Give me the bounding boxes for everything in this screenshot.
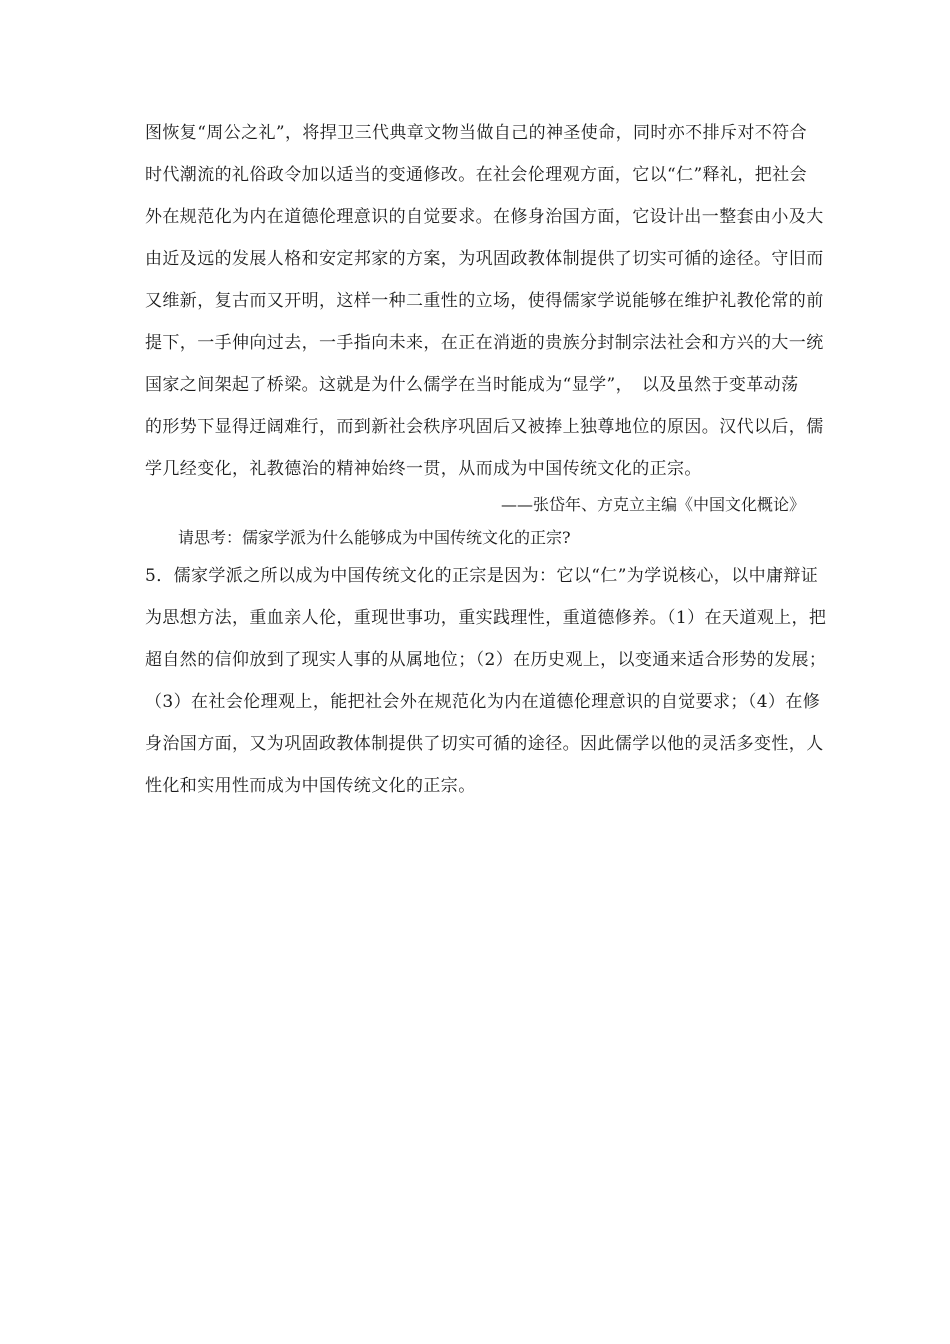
- question-prompt: 请思考：儒家学派为什么能够成为中国传统文化的正宗?: [178, 528, 571, 547]
- answer-line: 身治国方面，又为巩固政教体制提供了切实可循的途径。因此儒学以他的灵活多变性，人: [145, 734, 824, 754]
- answer-line: （3）在社会伦理观上，能把社会外在规范化为内在道德伦理意识的自觉要求；（4）在修: [145, 692, 821, 712]
- passage-line: 外在规范化为内在道德伦理意识的自觉要求。在修身治国方面，它设计出一整套由小及大: [145, 207, 824, 227]
- answer-line: 5．儒家学派之所以成为中国传统文化的正宗是因为：它以“仁”为学说核心，以中庸辩证: [145, 566, 819, 586]
- passage-line: 时代潮流的礼俗政令加以适当的变通修改。在社会伦理观方面，它以“仁”释礼，把社会: [145, 165, 807, 185]
- answer-line: 性化和实用性而成为中国传统文化的正宗。: [145, 776, 476, 796]
- passage-source: ——张岱年、方克立主编《中国文化概论》: [500, 495, 805, 514]
- answer-line: 超自然的信仰放到了现实人事的从属地位；（2）在历史观上，以变通来适合形势的发展；: [145, 650, 827, 670]
- passage-line: 的形势下显得迂阔难行，而到新社会秩序巩固后又被捧上独尊地位的原因。汉代以后，儒: [145, 417, 824, 437]
- passage-line: 由近及远的发展人格和安定邦家的方案，为巩固政教体制提供了切实可循的途径。守旧而: [145, 249, 824, 269]
- passage-line: 提下，一手伸向过去，一手指向未来，在正在消逝的贵族分封制宗法社会和方兴的大一统: [145, 333, 824, 353]
- passage-line: 国家之间架起了桥梁。这就是为什么儒学在当时能成为“显学”， 以及虽然于变革动荡: [145, 375, 799, 395]
- passage-line: 学几经变化，礼教德治的精神始终一贯，从而成为中国传统文化的正宗。: [145, 459, 702, 479]
- passage-line: 图恢复“周公之礼”，将捍卫三代典章文物当做自己的神圣使命，同时亦不排斥对不符合: [145, 123, 807, 143]
- passage-line: 又维新，复古而又开明，这样一种二重性的立场，使得儒家学说能够在维护礼教伦常的前: [145, 291, 824, 311]
- answer-line: 为思想方法，重血亲人伦，重现世事功，重实践理性，重道德修养。（1）在天道观上，把: [145, 608, 827, 628]
